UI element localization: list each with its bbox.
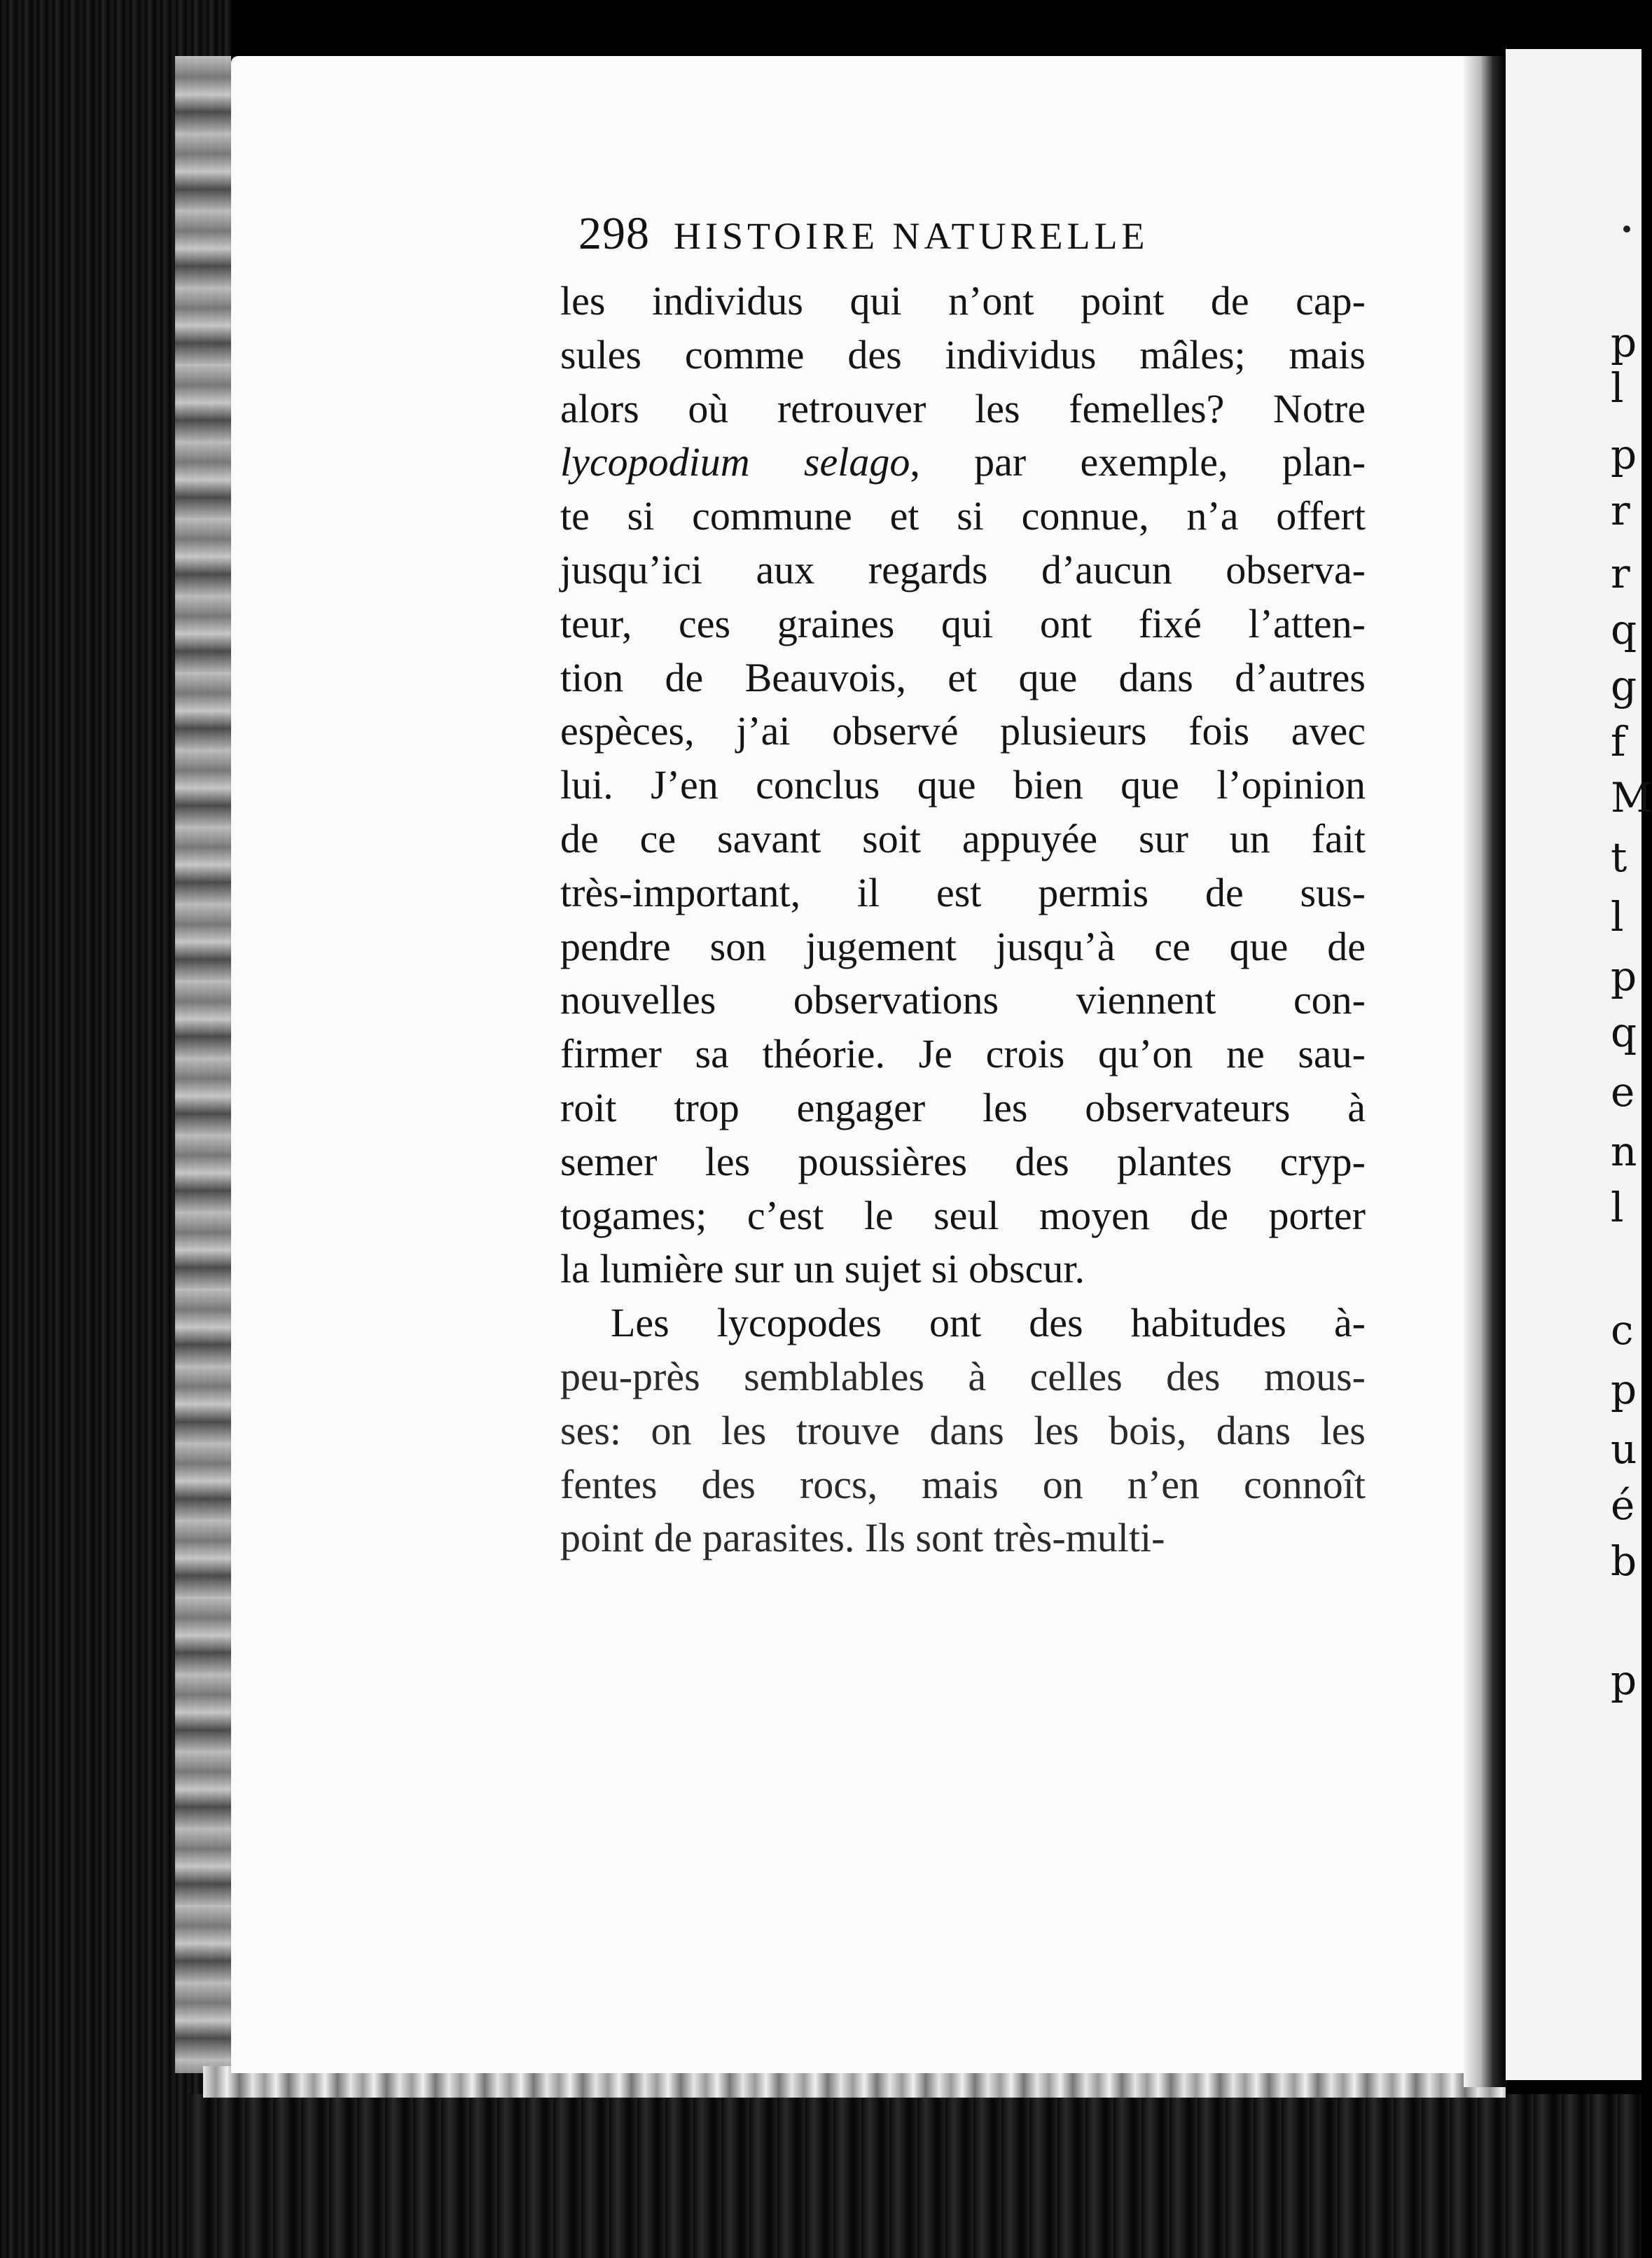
- text-line: firmer sa théorie. Je crois qu’on ne sau-: [560, 1031, 1366, 1077]
- text-line: jusqu’ici aux regards d’aucun observa-: [560, 546, 1366, 593]
- text-line: pendre son jugement jusqu’à ce que de: [560, 923, 1366, 969]
- facing-letter: p: [1611, 319, 1637, 366]
- facing-letter: p: [1611, 953, 1637, 1000]
- running-head: [578, 207, 1251, 263]
- text-line: espèces, j’ai observé plusieurs fois avec: [560, 708, 1366, 754]
- text-line: fentes des rocs, mais on n’en connoît: [560, 1461, 1366, 1507]
- page-edge-left: [175, 56, 231, 2073]
- text-line: tion de Beauvois, et que dans d’autres: [560, 654, 1366, 700]
- facing-letter: n: [1611, 1128, 1637, 1175]
- ink-speck: [1623, 226, 1630, 233]
- text-line: Les lycopodes ont des habitudes à-: [611, 1300, 1366, 1346]
- facing-letter: M: [1611, 774, 1652, 822]
- facing-letter: g: [1611, 662, 1637, 709]
- page-number: 298: [578, 208, 650, 259]
- text-line: la lumière sur un sujet si obscur.: [560, 1246, 1085, 1292]
- facing-letter: r: [1611, 550, 1630, 597]
- text-line: de ce savant soit appuyée sur un fait: [560, 815, 1366, 861]
- facing-letter: q: [1611, 606, 1637, 653]
- facing-letter: l: [1611, 893, 1624, 941]
- facing-letter: u: [1611, 1425, 1637, 1473]
- text-line: point de parasites. Ils sont très-multi-: [560, 1515, 1165, 1561]
- text-line: lui. J’en conclus que bien que l’opinion: [560, 762, 1366, 808]
- text-line: alors où retrouver les femelles? Notre: [560, 385, 1366, 431]
- text-line: semer les poussières des plantes cryp-: [560, 1138, 1366, 1184]
- facing-letter: e: [1611, 1068, 1635, 1116]
- text-line: lycopodium selago, par exemple, plan-: [560, 439, 1366, 485]
- facing-letter: l: [1611, 1184, 1624, 1231]
- text-line: togames; c’est le seul moyen de porter: [560, 1192, 1366, 1238]
- running-head-title: HISTOIRE NATURELLE: [674, 215, 1149, 257]
- facing-letter: r: [1611, 487, 1630, 534]
- text-line: ses: on les trouve dans les bois, dans les: [560, 1407, 1366, 1453]
- text-line: sules comme des individus mâles; mais: [560, 331, 1366, 378]
- body-text: [560, 275, 1366, 1565]
- text-line: roit trop engager les observateurs à: [560, 1084, 1366, 1130]
- facing-letter: p: [1611, 1366, 1637, 1413]
- gutter-shadow: [1464, 56, 1506, 2087]
- facing-letter: p: [1611, 431, 1637, 478]
- text-line: peu-près semblables à celles des mous-: [560, 1353, 1366, 1399]
- facing-letter: l: [1611, 364, 1624, 412]
- text-line: teur, ces graines qui ont fixé l’atten-: [560, 600, 1366, 646]
- text-line: très-important, il est permis de sus-: [560, 869, 1366, 915]
- facing-letter: b: [1611, 1537, 1637, 1585]
- facing-letter: c: [1611, 1306, 1634, 1354]
- facing-page-text-fragments: [1611, 0, 1652, 2258]
- text-line: te si commune et si connue, n’a offert: [560, 493, 1366, 539]
- facing-letter: é: [1611, 1481, 1635, 1529]
- book-bottom-edge: [189, 2094, 1641, 2258]
- facing-letter: p: [1611, 1656, 1637, 1704]
- facing-letter: q: [1611, 1009, 1637, 1056]
- text-line: les individus qui n’ont point de cap-: [560, 278, 1366, 324]
- italic-term: lycopodium selago: [560, 439, 910, 485]
- facing-letter: f: [1611, 718, 1626, 766]
- text-line: nouvelles observations viennent con-: [560, 977, 1366, 1023]
- facing-letter: t: [1611, 833, 1627, 881]
